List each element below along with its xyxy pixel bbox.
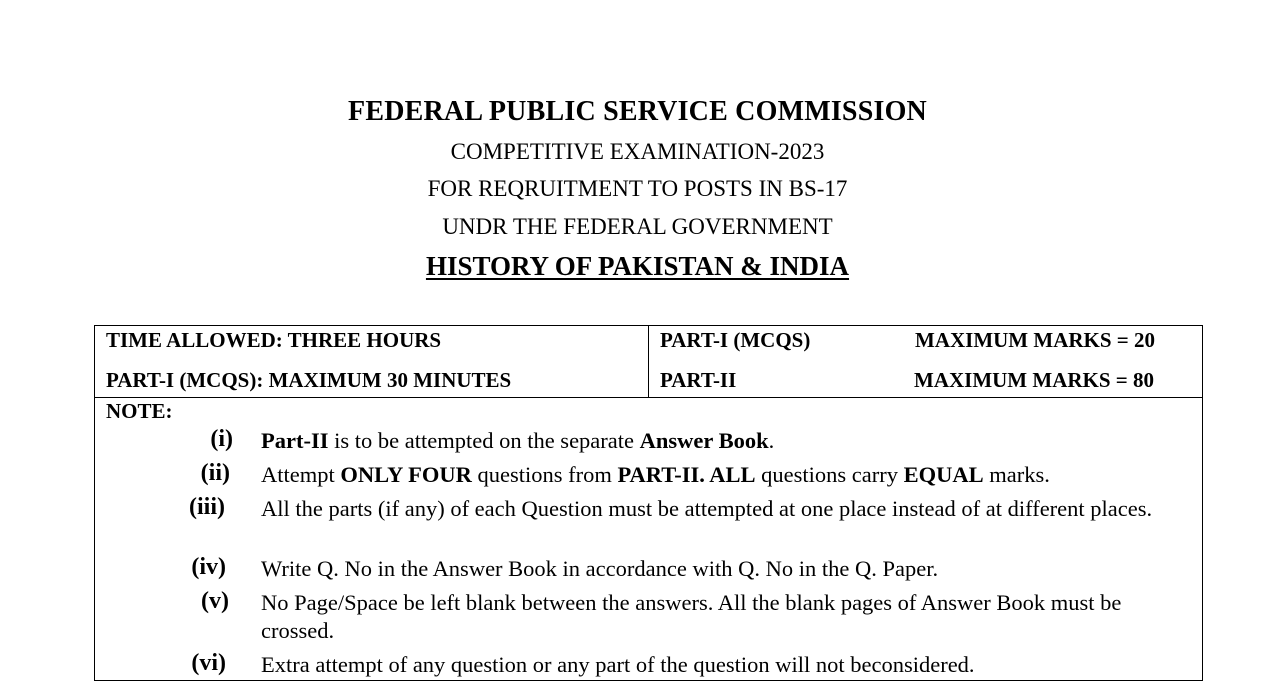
note-text: is to be attempted on the separate [328,428,640,453]
note-item-text [261,555,1191,583]
note-text: Extra attempt of any question or any part of the question will not beconsidered. [261,652,975,677]
note-text: Attempt [261,462,341,487]
note-item-number: (i) [210,426,233,452]
column-divider [648,326,649,397]
instructions-box [94,325,1203,681]
note-item-number: (iv) [191,554,226,580]
note-bold-text: Answer Book [639,428,769,453]
note-text: All the parts (if any) of each Question must be attempted at one place instead of at different places. [261,496,1153,521]
note-item-text [261,651,1191,679]
note-text: questions from [471,462,618,487]
part1-time: PART-I (MCQS): MAXIMUM 30 MINUTES [106,368,512,392]
part2-label: PART-II [660,368,737,392]
exam-title: COMPETITIVE EXAMINATION-2023 [450,139,825,164]
subject-title: HISTORY OF PAKISTAN & INDIA [425,251,850,281]
part1-marks: MAXIMUM MARKS = 20 [915,328,1156,352]
note-bold-text: ONLY FOUR [340,462,472,487]
part1-label: PART-I (MCQS) [660,328,811,352]
commission-title: FEDERAL PUBLIC SERVICE COMMISSION [348,96,927,127]
note-item-number: (vi) [191,650,226,676]
note-item-number: (iii) [189,494,225,520]
note-text: Write Q. No in the Answer Book in accordance with Q. No in the Q. Paper. [261,556,939,581]
note-item-text [261,495,1191,523]
note-bold-text: EQUAL [903,462,984,487]
time-allowed: TIME ALLOWED: THREE HOURS [106,328,442,352]
note-label: NOTE: [106,399,173,423]
note-text: questions carry [755,462,904,487]
row-divider [95,397,1202,398]
recruitment-line: FOR REQRUITMENT TO POSTS IN BS-17 [427,176,848,201]
part2-marks: MAXIMUM MARKS = 80 [914,368,1155,392]
note-bold-text: Part-II [261,428,329,453]
note-item-number: (ii) [200,460,230,486]
note-item-text [261,461,1191,489]
note-text: . [768,428,775,453]
note-item-text [261,427,1191,455]
note-item-text [261,589,1191,645]
note-item-number: (v) [201,588,229,614]
government-line: UNDR THE FEDERAL GOVERNMENT [442,214,833,239]
note-text: marks. [983,462,1050,487]
note-bold-text: PART-II. ALL [617,462,756,487]
note-text: No Page/Space be left blank between the answers. All the blank pages of Answer Book must be crossed. [261,590,1122,643]
